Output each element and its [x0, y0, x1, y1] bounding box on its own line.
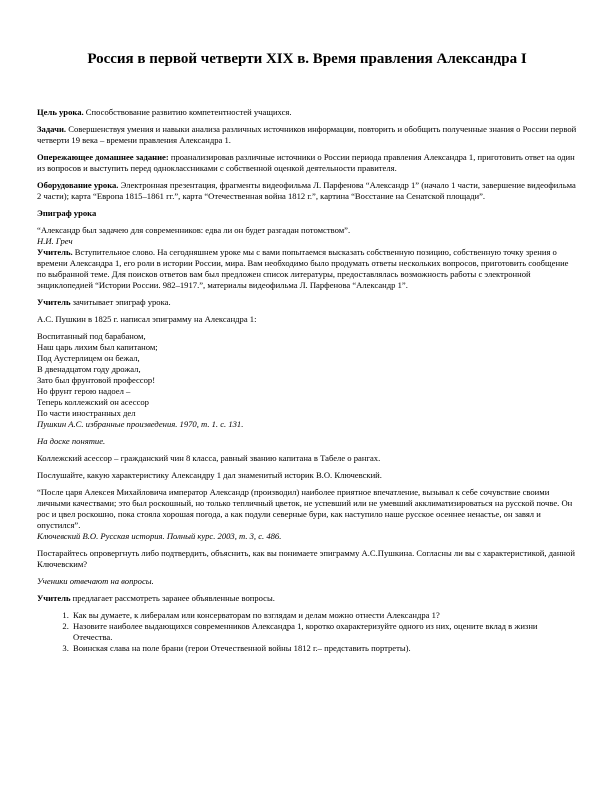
epigram-poem: [37, 331, 577, 430]
list-item: 1. Как вы думаете, к либералам или консерваторам по взглядам и делам можно отнести Александра 1?: [71, 610, 577, 621]
intro-paragraph: [37, 247, 577, 291]
goal-paragraph: [37, 107, 577, 118]
homework-paragraph: [37, 152, 577, 174]
tasks-paragraph: [37, 124, 577, 146]
homework-label: Опережающее домашнее задание:: [37, 152, 169, 162]
listen-paragraph: Послушайте, какую характеристику Александру 1 дал знаменитый историк В.О. Ключевский.: [37, 470, 382, 480]
poem-line: Зато был фрунтовой профессор!: [37, 375, 156, 385]
teacher-reads-text: зачитывает эпиграф урока.: [70, 297, 171, 307]
board-note: На доске понятие.: [37, 436, 106, 446]
pushkin-intro: А.С. Пушкин в 1825 г. написал эпиграмму на Александра 1:: [37, 314, 257, 324]
assessor-definition: Коллежский асессор – гражданский чин 8 класса, равный званию капитана в Табеле о рангах.: [37, 453, 381, 463]
goal-label: Цель урока.: [37, 107, 84, 117]
poem-line: Под Аустерлицем он бежал,: [37, 353, 140, 363]
teacher-reads-paragraph: [37, 297, 577, 308]
kluchevsky-quote: “После царя Алексея Михайловича император Александр (производил) наиболее приятное впечатление, вызывал к себе сочувствие своими личными качествами; это был роскошный, но только тепличный цветок, не успевший или не умевший акклиматизироваться на русской почве. Он рос и цвел роскошно, пока стояла хорошая погода, а как подули северные бури, как наступило наше русское осеннее ненастье, он завял и опустился”.: [37, 487, 573, 530]
intro-label: Учитель.: [37, 247, 73, 257]
students-answer: Ученики отвечают на вопросы.: [37, 576, 154, 586]
kluchevsky-source: Ключевский В.О. Русская история. Полный курс. 2003, т. 3, с. 486.: [37, 531, 282, 541]
confirm-paragraph: Постарайтесь опровергнуть либо подтвердить, объяснить, как вы понимаете эпиграмму А.С.Пушкина. Согласны ли вы с характеристикой, данной Ключевским?: [37, 548, 575, 569]
intro-text: Вступительное слово. На сегодняшнем уроке мы с вами попытаемся высказать собственную позицию, собственную точку зрения о времени Александра 1, его роли в истории России, мира. Вам необходимо было продумать ответы нескольких вопросов, приготовить сообщение по выбранной теме. Для поисков ответов вам был предложен список литературы, предоставлялась возможность работы с электронной энциклопедией “Истории России. 982–1917.”, материалы видеофильма Л. Парфенова “Александр 1”.: [37, 247, 569, 290]
list-item: 3. Воинская слава на поле брани (герои Отечественной войны 1812 г.– представить портреты).: [71, 643, 577, 654]
equipment-paragraph: [37, 180, 577, 202]
tasks-text: Совершенствуя умения и навыки анализа различных источников информации, повторить и обобщить полученные знания о России первой четверти 19 века – времени правления Александра 1.: [37, 124, 577, 145]
tasks-label: Задачи.: [37, 124, 67, 134]
homework-text: проанализировав различные источники о России периода правления Александра 1, приготовить ответ на один из вопросов и выступить перед одноклассниками с собственной оценкой деятельности правителя.: [37, 152, 575, 173]
poem-line: По части иностранных дел: [37, 408, 136, 418]
poem-line: Воспитанный под барабаном,: [37, 331, 146, 341]
epigraph-author: Н.И. Греч: [37, 236, 73, 246]
goal-text: Способствование развитию компетентностей учащихся.: [83, 107, 292, 117]
page-title: Россия в первой четверти XIX в. Время правления Александра I: [87, 51, 527, 67]
poem-line: Но фрунт герою надоел –: [37, 386, 131, 396]
teacher-proposes-label: Учитель: [37, 593, 71, 603]
poem-line: Теперь коллежский он асессор: [37, 397, 149, 407]
equipment-label: Оборудование урока.: [37, 180, 119, 190]
equipment-text: Электронная презентация, фрагменты видеофильма Л. Парфенова “Александр 1” (начало 1 части, завершение видеофильма 2 части); карта “Европа 1815–1861 гг.”, карта “Отечественная война 1812 г.”, картина “Восстание на Сенатской площади”.: [37, 180, 576, 201]
poem-line: В двенадцатом году дрожал,: [37, 364, 141, 374]
teacher-reads-label: Учитель: [37, 297, 71, 307]
epigraph-quote: “Александр был задачею для современников: едва ли он будет разгадан потомством”.: [37, 225, 351, 235]
poem-line: Наш царь лихим был капитаном;: [37, 342, 158, 352]
list-item: 2. Назовите наиболее выдающихся современников Александра 1, коротко охарактеризуйте одного из них, оцените вклад в жизни Отечества.: [71, 621, 577, 643]
poem-source: Пушкин А.С. избранные произведения. 1970, т. 1. с. 131.: [37, 419, 244, 429]
document-body: [37, 107, 577, 654]
teacher-proposes-paragraph: [37, 593, 577, 604]
epigraph-heading: Эпиграф урока: [37, 208, 97, 218]
questions-list: [37, 610, 577, 654]
teacher-proposes-text: предлагает рассмотреть заранее объявленные вопросы.: [70, 593, 275, 603]
